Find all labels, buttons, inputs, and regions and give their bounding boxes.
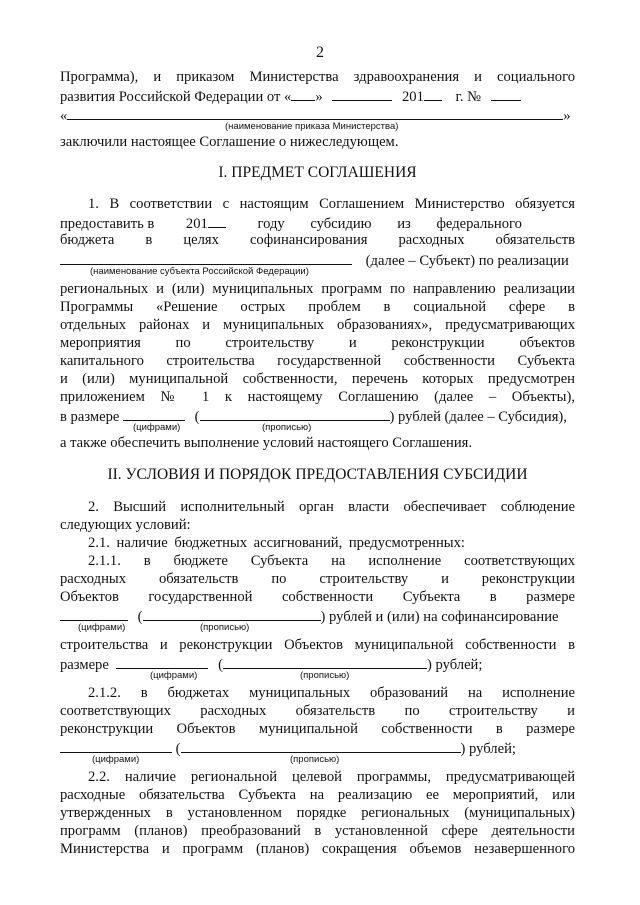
page-number: 2 (316, 44, 324, 61)
caption-digits: (цифрами) (78, 622, 126, 633)
caption-order-name: (наименование приказа Министерства) (225, 121, 399, 132)
text-line: мероприятия по строительству и реконструкции объектов (60, 335, 575, 351)
section-heading-2: II. УСЛОВИЯ И ПОРЯДОК ПРЕДОСТАВЛЕНИЯ СУБСИДИИ (107, 466, 528, 483)
text-line-amount: ( ) рублей; (60, 739, 575, 758)
text-line: следующих условий: (60, 517, 191, 533)
text-line-order-date: развития Российской Федерации от « » 201 г. № (60, 87, 575, 106)
text-line-amount: ( ) рублей и (или) на софинансирование (60, 607, 575, 626)
caption-subject-name: (наименование субъекта Российской Федерации) (90, 266, 309, 277)
text-line: Программа), и приказом Министерства здравоохранения и социального (60, 69, 575, 85)
text-line: реконструкции Объектов муниципальной собственности в размере (60, 721, 575, 737)
text-line: Объектов государственной собственности Субъекта в размере (60, 589, 575, 605)
text-line-year: предоставить в 201 году субсидию из федерального (60, 216, 522, 232)
text-line: расходные обязательства Субъекта на реализацию ее мероприятий, или (60, 787, 575, 803)
text-line-subject: (далее – Субъект) по реализации (60, 251, 575, 270)
text-line: 2.1.2. в бюджетах муниципальных образований на исполнение (88, 685, 575, 701)
caption-words: (прописью) (290, 754, 340, 765)
text-line: заключили настоящее Соглашение о нижеследующем. (60, 134, 399, 150)
text-line-amount: в размере ( ) рублей (далее – Субсидия), (60, 409, 567, 425)
caption-words: (прописью) (200, 622, 250, 633)
text-line: 2.1.1. в бюджете Субъекта на исполнение соответствующих (88, 553, 575, 569)
text-line: и (или) муниципальной собственности, перечень которых предусмотрен (60, 371, 575, 387)
caption-words: (прописью) (262, 422, 312, 433)
text-line: Программы «Решение острых проблем в социальной сфере в (60, 299, 575, 315)
text-line: 2.2. наличие региональной целевой программы, предусматривающей (88, 769, 575, 785)
text-line: региональных и (или) муниципальных программ по направлению реализации (60, 281, 575, 297)
text-line: бюджета в целях софинансирования расходных обязательств (60, 232, 575, 248)
section-heading-1: I. ПРЕДМЕТ СОГЛАШЕНИЯ (218, 164, 417, 181)
text-line: приложением № 1 к настоящему Соглашению (далее – Объекты), (60, 389, 575, 405)
text-line: строительства и реконструкции Объектов муниципальной собственности в (60, 637, 575, 653)
text-line: 1. В соответствии с настоящим Соглашением Министерство обязуется (88, 196, 575, 212)
text-line: программ (планов) преобразований в установленной сфере деятельности (60, 823, 575, 839)
text-line: отдельных районах и муниципальных образованиях», предусматривающих (60, 317, 575, 333)
caption-digits: (цифрами) (133, 422, 181, 433)
text-line: капитального строительства государственной собственности Субъекта (60, 353, 575, 369)
text-line: расходных обязательств по строительству и реконструкции (60, 571, 575, 587)
text-line-order-name: « » (60, 108, 571, 124)
text-line: а также обеспечить выполнение условий настоящего Соглашения. (60, 435, 473, 451)
caption-words: (прописью) (300, 670, 350, 681)
text-line: 2. Высший исполнительный орган власти обеспечивает соблюдение (88, 499, 575, 515)
text-line: 2.1. наличие бюджетных ассигнований, предусмотренных: (88, 535, 465, 551)
caption-digits: (цифрами) (92, 754, 140, 765)
caption-digits: (цифрами) (150, 670, 198, 681)
text-line: соответствующих расходных обязательств по строительству и (60, 703, 575, 719)
text-line: Министерства и программ (планов) сокращения объемов незавершенного (60, 841, 575, 857)
text-line: утвержденных в установленном порядке региональных (муниципальных) (60, 805, 575, 821)
text-line-amount: размере ( ) рублей; (60, 657, 483, 673)
